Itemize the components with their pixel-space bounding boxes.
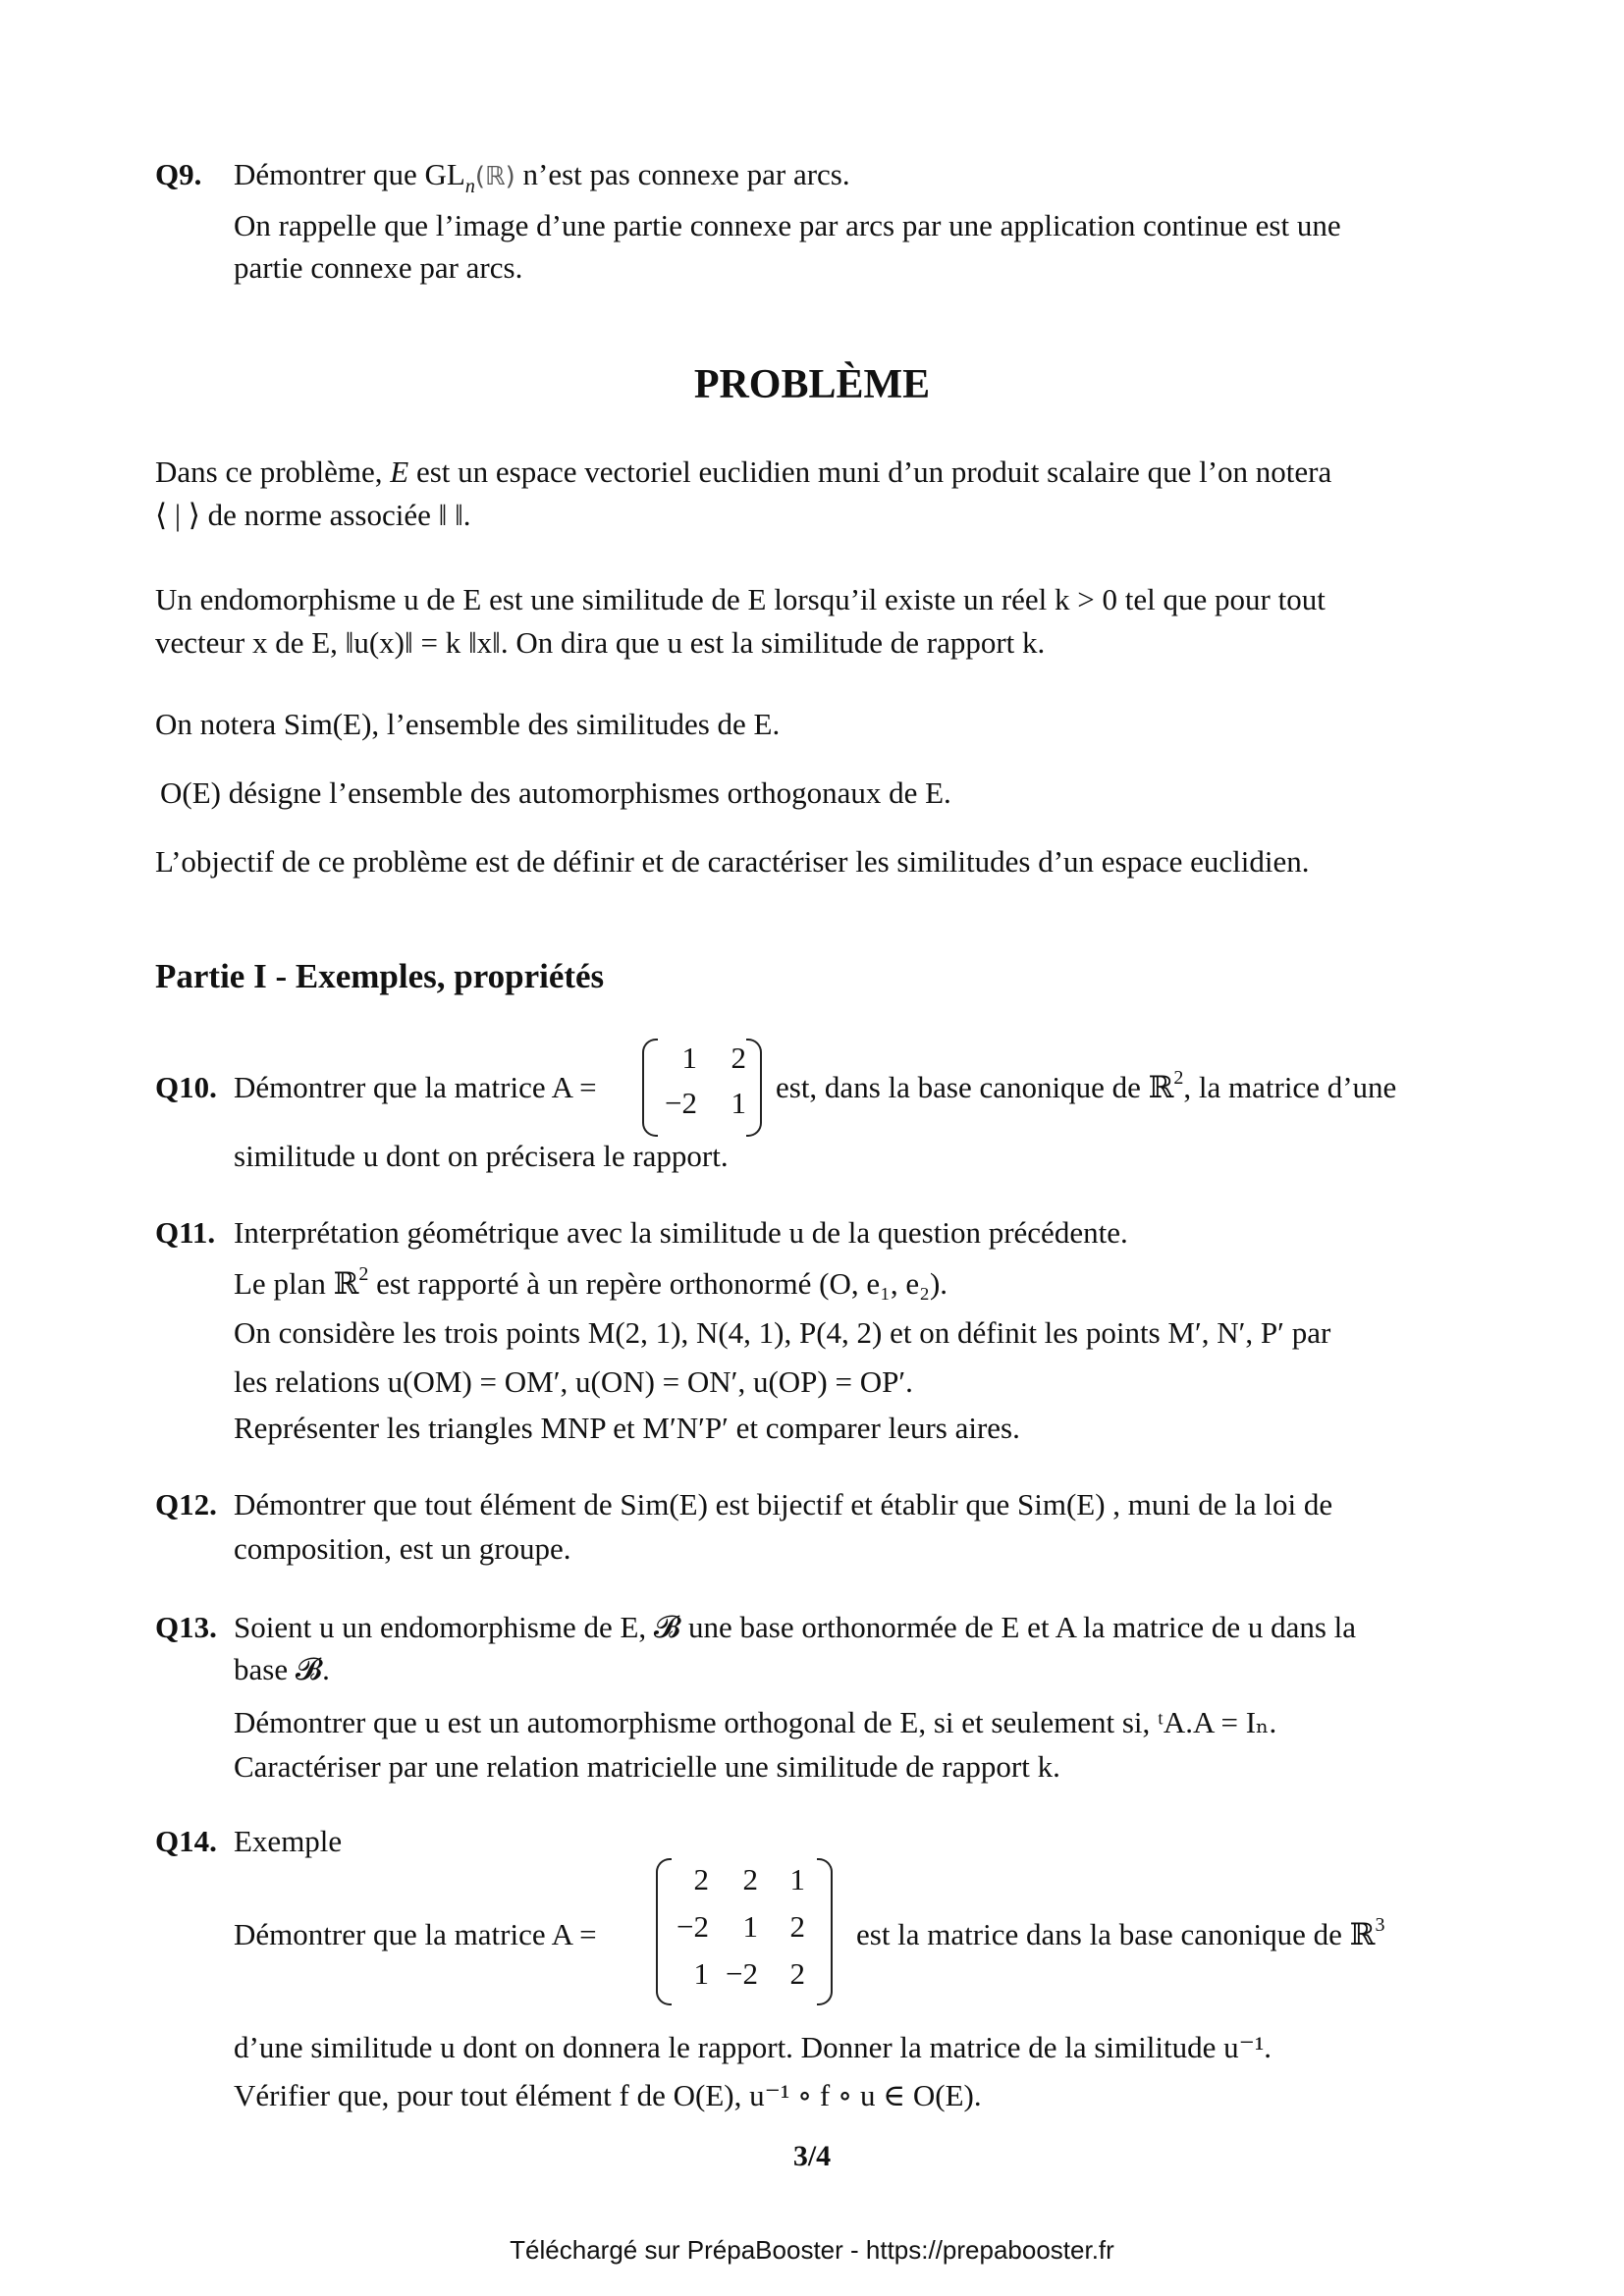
q13-line2: base 𝓑. xyxy=(234,1652,330,1686)
q10-text-b-main: est, dans la base canonique de ℝ xyxy=(776,1070,1174,1104)
matrix-cell: −2 xyxy=(665,1086,697,1120)
problem-title: PROBLÈME xyxy=(693,362,931,407)
question-label-q14: Q14. xyxy=(155,1824,217,1858)
q14-matrix xyxy=(656,1858,833,2005)
q9-line2: On rappelle que l’image d’une partie connexe par arcs par une application continue est une xyxy=(234,208,1341,242)
q9-line3: partie connexe par arcs. xyxy=(234,250,523,285)
q9-line1 xyxy=(234,157,850,197)
question-label-q9: Q9. xyxy=(155,157,202,191)
q14-line3: d’une similitude u dont on donnera le rapport. Donner la matrice de la similitude u⁻¹. xyxy=(234,2030,1272,2064)
norm-symbol: ‖ ‖. xyxy=(438,498,471,532)
q14-text-b-main: est la matrice dans la base canonique de ℝ xyxy=(856,1917,1376,1951)
matrix-cell: 1 xyxy=(789,1862,805,1896)
matrix-cell: 1 xyxy=(742,1909,758,1944)
q11-line4: les relations u(OM) = OM′, u(ON) = ON′, u(OP) = OP′. xyxy=(234,1364,913,1399)
intro-p1-text-a: Dans ce problème, xyxy=(155,454,391,489)
matrix-right-paren xyxy=(746,1039,762,1137)
intro-p1-line1 xyxy=(155,454,1331,490)
intro-p4: O(E) désigne l’ensemble des automorphismes orthogonaux de E. xyxy=(160,775,951,810)
q10-matrix xyxy=(642,1039,762,1137)
intro-p5: L’objectif de ce problème est de définir et de caractériser les similitudes d’un espace euclidien. xyxy=(155,844,1310,879)
section-title-part1: Partie I - Exemples, propriétés xyxy=(155,957,605,995)
question-label-q12: Q12. xyxy=(155,1487,217,1522)
matrix-cell: 2 xyxy=(742,1862,758,1896)
matrix-cell: 2 xyxy=(789,1956,805,1991)
q11-line3: On considère les trois points M(2, 1), N(4, 1), P(4, 2) et on définit les points M′, N′, P′ par xyxy=(234,1315,1331,1350)
q11-line2 xyxy=(234,1263,948,1302)
intro-p1-text-c: de norme associée xyxy=(199,498,439,532)
inner-product-symbol: ⟨ | ⟩ xyxy=(155,498,200,532)
intro-p1-text-b: est un espace vectoriel euclidien muni d’un produit scalaire que l’on notera xyxy=(408,454,1332,489)
q14-text-b xyxy=(856,1914,1385,1952)
q12-line2: composition, est un groupe. xyxy=(234,1531,571,1566)
q11-line1: Interprétation géométrique avec la similitude u de la question précédente. xyxy=(234,1215,1128,1250)
q10-text-b xyxy=(776,1067,1397,1105)
intro-p2-line1: Un endomorphisme u de E est une similitude de E lorsqu’il existe un réel k > 0 tel que pour tout xyxy=(155,582,1326,616)
matrix-cell: 2 xyxy=(693,1862,709,1896)
intro-p1-E: E xyxy=(390,454,409,489)
q10-text-a: Démontrer que la matrice A = xyxy=(234,1070,597,1104)
q9-real-set: (ℝ) xyxy=(474,162,515,191)
matrix-cell: 1 xyxy=(681,1041,697,1075)
q13-line4: Caractériser par une relation matricielle une similitude de rapport k. xyxy=(234,1749,1060,1784)
q11-text-b: est rapporté à un repère orthonormé (O, e₁, e₂). xyxy=(368,1266,948,1301)
q11-line5: Représenter les triangles MNP et M′N′P′ et comparer leurs aires. xyxy=(234,1411,1020,1445)
download-footer: Téléchargé sur PrépaBooster - https://prepabooster.fr xyxy=(510,2235,1114,2265)
intro-p3: On notera Sim(E), l’ensemble des similitudes de E. xyxy=(155,707,781,741)
matrix-cell: 2 xyxy=(731,1041,746,1075)
q9-gl-sub: n xyxy=(464,176,475,197)
q12-line1: Démontrer que tout élément de Sim(E) est bijectif et établir que Sim(E) , muni de la loi de xyxy=(234,1487,1333,1522)
q13-line1: Soient u un endomorphisme de E, 𝓑 une base orthonormée de E et A la matrice de u dans la xyxy=(234,1610,1357,1644)
matrix-right-paren xyxy=(817,1858,833,2005)
q11-dim-sup: 2 xyxy=(358,1263,369,1285)
q14-text-a: Démontrer que la matrice A = xyxy=(234,1917,597,1951)
q14-dim-sup: 3 xyxy=(1375,1914,1385,1936)
q9-text-a: Démontrer que xyxy=(234,157,425,191)
matrix-cell: 1 xyxy=(693,1956,709,1991)
intro-p1-line2 xyxy=(155,498,471,533)
question-label-q13: Q13. xyxy=(155,1610,217,1644)
q9-text-b: n’est pas connexe par arcs. xyxy=(514,157,850,191)
intro-p2-line2: vecteur x de E, ‖u(x)‖ = k ‖x‖. On dira que u est la similitude de rapport k. xyxy=(155,625,1046,660)
matrix-cell: −2 xyxy=(677,1909,709,1944)
q10-text-c: , la matrice d’une xyxy=(1183,1070,1397,1104)
q13-line3: Démontrer que u est un automorphisme orthogonal de E, si et seulement si, ᵗA.A = Iₙ. xyxy=(234,1705,1277,1739)
matrix-cell: 1 xyxy=(731,1086,746,1120)
q9-gl: GL xyxy=(424,157,465,191)
q10-dim-sup: 2 xyxy=(1173,1067,1184,1089)
question-label-q11: Q11. xyxy=(155,1215,216,1250)
q14-line1: Exemple xyxy=(234,1824,343,1858)
q14-line4: Vérifier que, pour tout élément f de O(E), u⁻¹ ∘ f ∘ u ∈ O(E). xyxy=(234,2078,982,2112)
matrix-cell: 2 xyxy=(789,1909,805,1944)
q10-line2: similitude u dont on précisera le rapport. xyxy=(234,1139,729,1173)
matrix-cell: −2 xyxy=(726,1956,758,1991)
q11-text-a: Le plan ℝ xyxy=(234,1266,359,1301)
page-number: 3/4 xyxy=(792,2140,832,2172)
question-label-q10: Q10. xyxy=(155,1070,217,1104)
